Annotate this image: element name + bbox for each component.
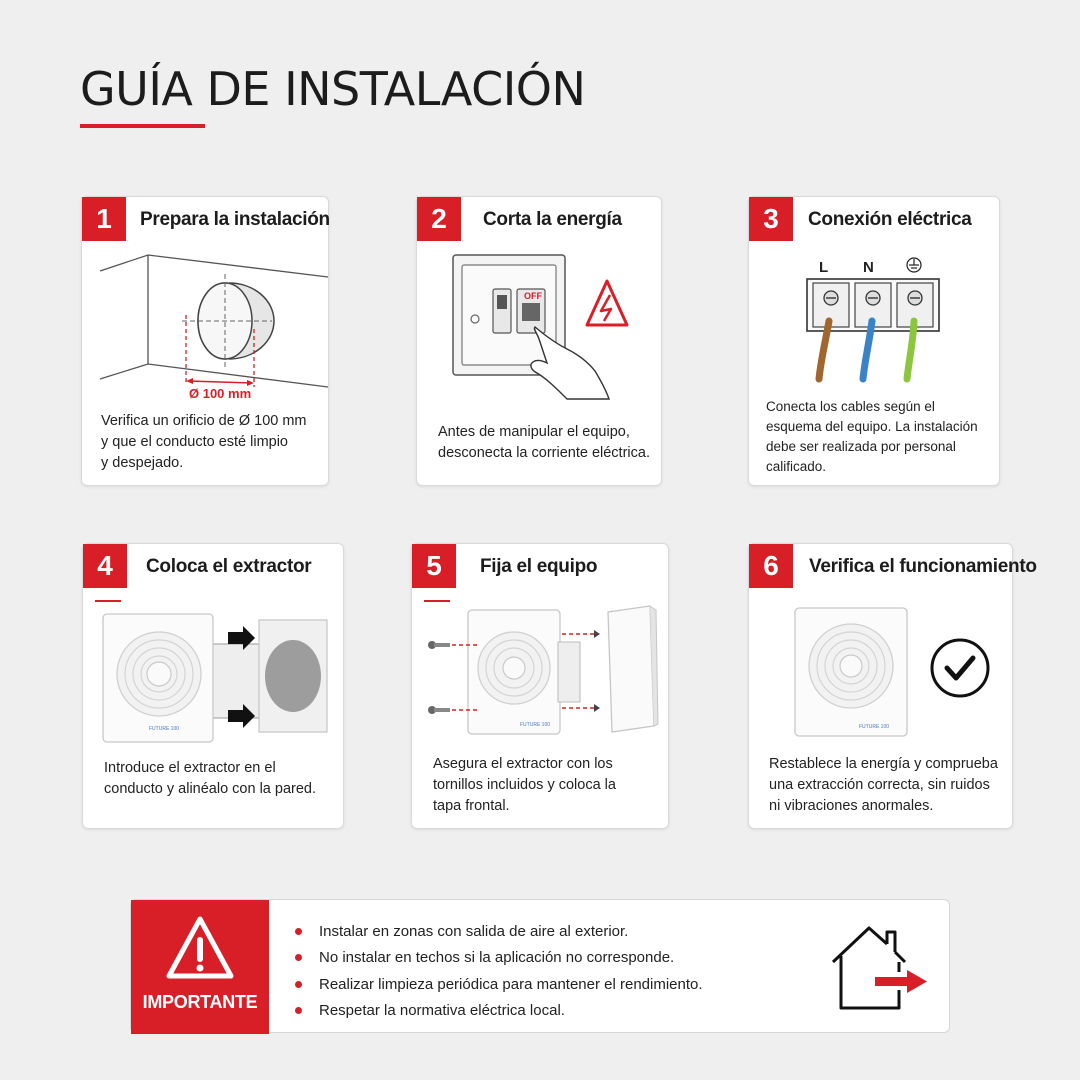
screw-icon <box>428 706 450 714</box>
step-card-1 <box>81 196 329 486</box>
terminal-label-l: L <box>819 259 829 276</box>
step-number: 6 <box>749 544 793 588</box>
step-number: 3 <box>749 197 793 241</box>
important-list <box>295 918 703 1024</box>
step-title: Verifica el funcionamiento <box>809 556 1037 577</box>
off-label: OFF <box>524 291 542 301</box>
step-card-5 <box>411 543 669 829</box>
step-title: Fija el equipo <box>480 556 598 577</box>
breaker-panel-illustration <box>417 249 663 409</box>
step-title: Corta la energía <box>483 209 622 230</box>
list-item: Realizar limpieza periódica para mantener el rendimiento. <box>295 971 703 998</box>
step-description: Asegura el extractor con los tornillos incluidos y coloca la tapa frontal. <box>433 756 616 814</box>
title-underline <box>80 124 205 128</box>
step-description: Antes de manipular el equipo, desconecta la corriente eléctrica. <box>438 424 650 461</box>
step-title: Conexión eléctrica <box>808 209 972 230</box>
step-description: Restablece la energía y comprueba una extracción correcta, sin ruidos ni vibraciones anormales. <box>769 756 998 814</box>
svg-text:FUTURE 100: FUTURE 100 <box>149 726 180 732</box>
step-number: 2 <box>417 197 461 241</box>
list-item: No instalar en techos si la aplicación no corresponde. <box>295 945 703 972</box>
step-number: 1 <box>82 197 126 241</box>
step-description: Conecta los cables según el esquema del equipo. La instalación debe ser realizada por personal calificado. <box>766 399 978 474</box>
important-panel <box>130 899 950 1033</box>
important-label: IMPORTANTE <box>142 992 258 1012</box>
check-circle-icon <box>932 640 988 696</box>
working-fan-illustration <box>749 598 1014 748</box>
step-card-6 <box>748 543 1037 829</box>
step-number: 5 <box>412 544 456 588</box>
ground-icon <box>907 258 921 272</box>
step-card-4 <box>82 543 344 829</box>
list-item: Instalar en zonas con salida de aire al exterior. <box>295 918 703 945</box>
step-number: 4 <box>83 544 127 588</box>
fan-insertion-illustration <box>83 598 345 748</box>
page-title: GUÍA DE INSTALACIÓN <box>80 62 586 116</box>
warning-icon <box>164 914 236 982</box>
step-title: Prepara la instalación <box>140 209 330 230</box>
step-card-2 <box>416 196 662 486</box>
svg-text:FUTURE 100: FUTURE 100 <box>520 722 551 728</box>
step-description: Verifica un orificio de Ø 100 mm y que el conducto esté limpio y despejado. <box>101 413 307 471</box>
important-badge <box>131 900 269 1034</box>
step-card-3 <box>748 196 1000 486</box>
screw-mount-illustration <box>412 598 670 748</box>
svg-text:FUTURE 100: FUTURE 100 <box>859 724 890 730</box>
terminal-block-illustration <box>749 249 1001 399</box>
step-title: Coloca el extractor <box>146 556 312 577</box>
step-description: Introduce el extractor en el conducto y alinéalo con la pared. <box>104 760 317 797</box>
list-item: Respetar la normativa eléctrica local. <box>295 998 703 1025</box>
diameter-label: Ø 100 mm <box>189 386 252 401</box>
screw-icon <box>428 641 450 649</box>
wall-hole-illustration <box>82 249 330 409</box>
terminal-label-n: N <box>863 259 874 276</box>
house-exhaust-icon <box>827 922 931 1012</box>
